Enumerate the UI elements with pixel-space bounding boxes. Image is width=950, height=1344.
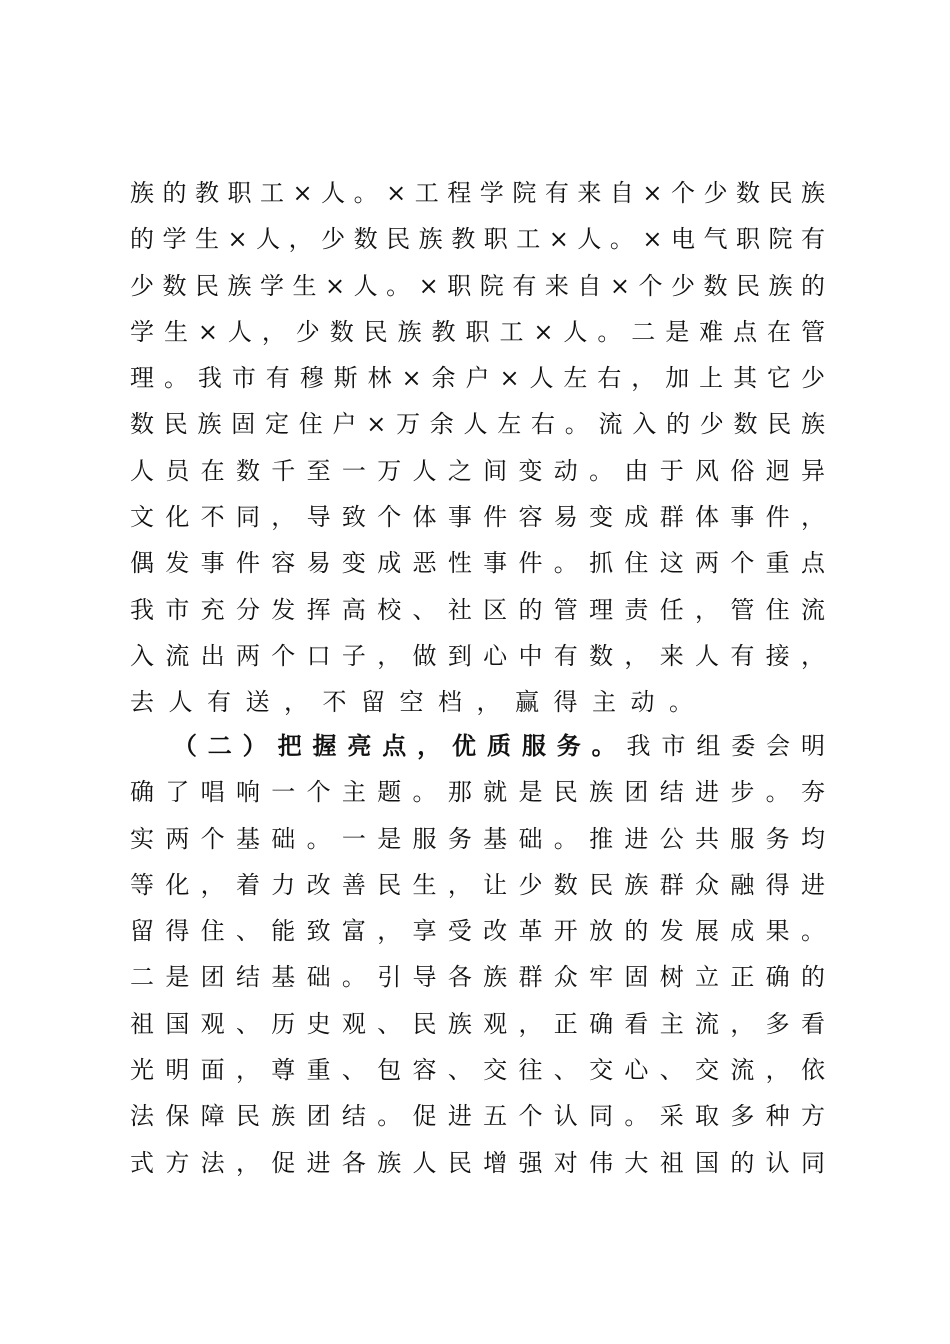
text-line: 理。我市有穆斯林×余户×人左右，加上其它少 (130, 364, 825, 393)
text-line: 入流出两个口子，做到心中有数，来人有接， (130, 641, 825, 670)
text-line: 人员在数千至一万人之间变动。由于风俗迥异 (130, 456, 825, 485)
text-line: 确了唱响一个主题。那就是民族团结进步。夯 (130, 778, 825, 807)
text-line: 族的教职工×人。×工程学院有来自×个少数民族 (130, 179, 825, 207)
text-line: 实两个基础。一是服务基础。推进公共服务均 (130, 824, 825, 853)
text-line: 法保障民族团结。促进五个认同。采取多种方 (130, 1102, 825, 1131)
text-line: 文化不同，导致个体事件容易变成群体事件， (130, 503, 825, 532)
text-line-last (130, 679, 825, 725)
paragraph-minority-management (130, 170, 825, 726)
text-line: 留得住、能致富，享受改革开放的发展成果。 (130, 917, 825, 946)
text-line: 我市充分发挥高校、社区的管理责任，管住流 (130, 595, 825, 624)
text-line: 数民族固定住户×万余人左右。流入的少数民族 (130, 410, 825, 439)
section-heading: （二）把握亮点，优质服务。 (162, 731, 627, 760)
text-line: 二是团结基础。引导各族群众牢固树立正确的 (130, 963, 825, 992)
text-line-content: 去人有送，不留空档，赢得主动。 (130, 688, 708, 717)
text-line: 的学生×人，少数民族教职工×人。×电气职院有 (130, 225, 825, 254)
text-line: 等化，着力改善民生，让少数民族群众融得进 (130, 870, 825, 899)
text-line: 偶发事件容易变成恶性事件。抓住这两个重点 (130, 549, 825, 578)
text-line: 光明面，尊重、包容、交往、交心、交流，依 (130, 1056, 825, 1085)
text-line: 祖国观、历史观、民族观，正确看主流，多看 (130, 1009, 825, 1038)
text-line: 少数民族学生×人。×职院有来自×个少数民族的 (130, 271, 825, 300)
heading-line-text: 我市组委会明 (626, 732, 826, 760)
section-heading-line (130, 723, 825, 769)
text-line: 式方法，促进各族人民增强对伟大祖国的认同 (130, 1148, 825, 1177)
paragraph-quality-service (130, 723, 825, 1186)
text-line: 学生×人，少数民族教职工×人。二是难点在管 (130, 317, 825, 346)
